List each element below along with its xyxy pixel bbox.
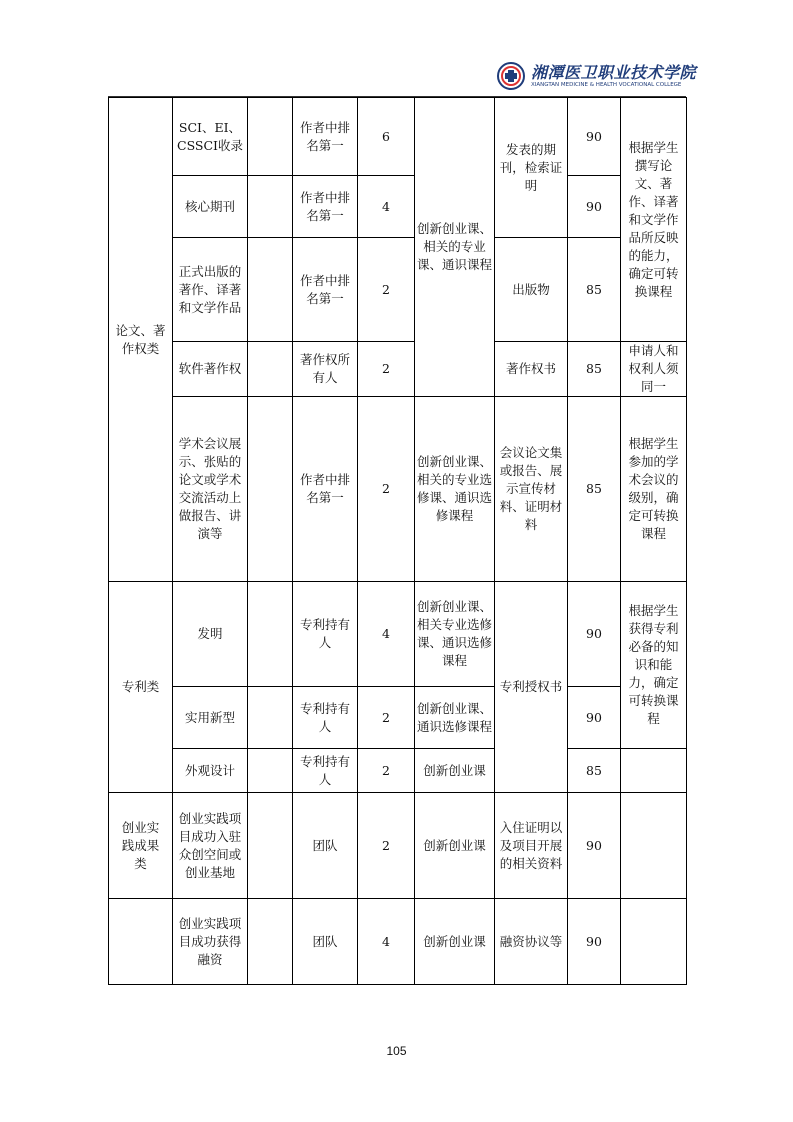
requirement-cell: 专利持有人 [293,582,358,687]
proof-cell: 入住证明以及项目开展的相关资料 [495,793,568,899]
score-cell: 90 [568,582,621,687]
requirement-cell: 作者中排名第一 [293,98,358,176]
course-cell: 创新创业课、相关专业选修课、通识选修课程 [415,582,495,687]
credit-cell: 2 [358,397,415,582]
course-cell: 创新创业课、通识选修课程 [415,687,495,749]
requirement-cell: 团队 [293,793,358,899]
credit-cell: 4 [358,899,415,985]
item-cell: 实用新型 [173,687,248,749]
note-cell: 根据学生参加的学术会议的级别，确定可转换课程 [621,397,687,582]
credit-cell: 2 [358,793,415,899]
credit-conversion-table [108,97,687,985]
score-cell: 90 [568,176,621,238]
course-cell: 创新创业课、相关的专业课、通识课程 [415,98,495,397]
score-cell: 85 [568,749,621,793]
requirement-cell: 作者中排名第一 [293,176,358,238]
category-cell: 专利类 [109,582,173,793]
score-cell: 85 [568,238,621,342]
score-cell: 90 [568,899,621,985]
table-row [109,397,687,582]
requirement-cell: 专利持有人 [293,749,358,793]
course-cell: 创新创业课 [415,793,495,899]
credit-cell: 2 [358,238,415,342]
item-cell: 创业实践项目成功入驻众创空间或创业基地 [173,793,248,899]
table-row [109,582,687,687]
page-number: 105 [386,1044,407,1058]
note-cell: 申请人和权利人须同一 [621,342,687,397]
requirement-cell: 著作权所有人 [293,342,358,397]
score-cell: 90 [568,687,621,749]
item-cell: 创业实践项目成功获得融资 [173,899,248,985]
proof-cell: 出版物 [495,238,568,342]
table-row [109,98,687,176]
item-cell: 发明 [173,582,248,687]
note-cell: 根据学生获得专利必备的知识和能力，确定可转换课程 [621,582,687,749]
note-cell: 根据学生撰写论文、著作、译著和文学作品所反映的能力，确定可转换课程 [621,98,687,342]
proof-cell: 专利授权书 [495,582,568,793]
score-cell: 90 [568,793,621,899]
requirement-cell: 作者中排名第一 [293,238,358,342]
course-cell: 创新创业课、相关的专业选修课、通识选修课程 [415,397,495,582]
table-row [109,687,687,749]
proof-cell: 著作权书 [495,342,568,397]
category-cell: 论文、著作权类 [109,98,173,582]
credit-cell: 2 [358,687,415,749]
item-cell: 软件著作权 [173,342,248,397]
credit-cell: 4 [358,582,415,687]
table-row [109,749,687,793]
credit-cell: 4 [358,176,415,238]
score-cell: 90 [568,98,621,176]
score-cell: 85 [568,397,621,582]
item-cell: 学术会议展示、张贴的论文或学术交流活动上做报告、讲演等 [173,397,248,582]
table-row [109,899,687,985]
table-row [109,342,687,397]
item-cell: 正式出版的著作、译著和文学作品 [173,238,248,342]
credit-cell: 6 [358,98,415,176]
course-cell: 创新创业课 [415,749,495,793]
school-name-en: XIANGTAN MEDICINE & HEALTH VOCATIONAL COLLEGE [531,82,682,88]
item-cell: 核心期刊 [173,176,248,238]
table-row [109,238,687,342]
school-name-cn: 湘潭医卫职业技术学院 [531,63,697,82]
proof-cell: 发表的期刊，检索证明 [495,98,568,238]
category-cell: 创业实践成果类 [109,793,173,899]
credit-cell: 2 [358,749,415,793]
requirement-cell: 专利持有人 [293,687,358,749]
item-cell: SCI、EI、CSSCI收录 [173,98,248,176]
proof-cell: 会议论文集或报告、展示宣传材料、证明材料 [495,397,568,582]
requirement-cell: 作者中排名第一 [293,397,358,582]
table-row [109,793,687,899]
course-cell: 创新创业课 [415,899,495,985]
score-cell: 85 [568,342,621,397]
requirement-cell: 团队 [293,899,358,985]
item-cell: 外观设计 [173,749,248,793]
credit-cell: 2 [358,342,415,397]
table-row [109,176,687,238]
proof-cell: 融资协议等 [495,899,568,985]
